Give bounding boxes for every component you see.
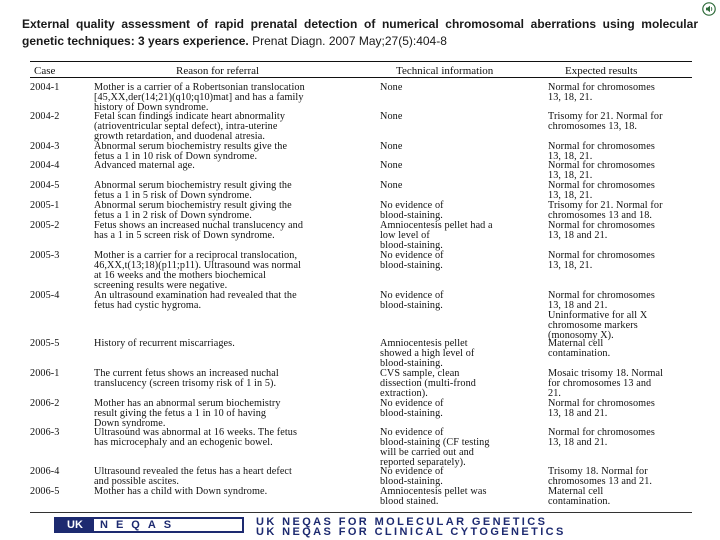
cell-reason: Ultrasound revealed the fetus has a heart defect and possible ascites.	[94, 466, 292, 487]
cell-case: 2006-3	[30, 427, 60, 438]
cell-tech: No evidence of blood-staining.	[380, 200, 444, 221]
cell-expected: Trisomy for 21. Normal for chromosomes 13, 18.	[548, 111, 663, 132]
col-header-case: Case	[34, 65, 56, 77]
speaker-icon[interactable]	[702, 2, 716, 16]
cell-expected: Trisomy 18. Normal for chromosomes 13 and 21.	[548, 466, 653, 487]
cell-tech: No evidence of blood-staining.	[380, 466, 444, 487]
paper-title	[22, 16, 698, 50]
cell-reason: History of recurrent miscarriages.	[94, 338, 235, 349]
cell-case: 2004-2	[30, 111, 60, 122]
table-image	[30, 61, 692, 513]
paper-title-bold: External quality assessment of rapid prenatal detection of numerical chromosomal aberrations using molecular genetic techniques: 3 years experience.	[22, 17, 698, 48]
cell-expected: Maternal cell contamination.	[548, 338, 611, 359]
cell-case: 2006-1	[30, 368, 60, 379]
cell-case: 2005-1	[30, 200, 60, 211]
cell-expected: Normal for chromosomes 13, 18 and 21.	[548, 427, 655, 448]
uk-neqas-logo	[54, 517, 244, 533]
cell-case: 2006-2	[30, 398, 60, 409]
org-line-molecular: UK NEQAS FOR MOLECULAR GENETICS	[256, 516, 548, 528]
cell-reason: Fetus shows an increased nuchal translucency and has a 1 in 5 screen risk of Down syndrome.	[94, 220, 304, 241]
cell-reason: Abnormal serum biochemistry result giving the fetus a 1 in 2 risk of Down syndrome.	[94, 200, 292, 221]
cell-expected: Normal for chromosomes 13, 18, 21.	[548, 141, 655, 162]
cell-reason: Ultrasound was abnormal at 16 weeks. The fetus has microcephaly and an echogenic bowel.	[94, 427, 298, 448]
cell-reason: Mother has an abnormal serum biochemistry result giving the fetus a 1 in 10 of having Down syndrome.	[94, 398, 281, 429]
cell-tech: No evidence of blood-staining (CF testing will be carried out and reported separately).	[380, 427, 490, 468]
cell-reason: Mother is a carrier for a reciprocal translocation, 46,XX,t(13;18)(p11;p11). Ultrasound was normal at 16 weeks and the mothers biochemical screening results were negative.	[94, 250, 301, 291]
cell-case: 2006-5	[30, 486, 60, 497]
col-header-reason: Reason for referral	[176, 65, 260, 77]
cell-reason: Mother is a carrier of a Robertsonian translocation [45,XX,der(14;21)(q10;q10)mat] and has a family history of Down syndrome.	[94, 82, 305, 113]
cell-tech: None	[380, 160, 403, 171]
cell-expected: Normal for chromosomes 13, 18, 21.	[548, 160, 655, 181]
logo-neqas: NEQAS	[100, 519, 180, 531]
cell-expected: Normal for chromosomes 13, 18 and 21.	[548, 398, 655, 419]
cell-case: 2005-5	[30, 338, 60, 349]
cell-reason: Mother has a child with Down syndrome.	[94, 486, 268, 497]
cell-case: 2004-5	[30, 180, 60, 191]
cell-tech: CVS sample, clean dissection (multi-frond extraction).	[380, 368, 476, 399]
table-header-rule	[30, 77, 692, 78]
cell-case: 2005-4	[30, 290, 60, 301]
cell-expected: Normal for chromosomes 13, 18, 21.	[548, 250, 655, 271]
footer-rule	[30, 512, 692, 513]
cell-reason: An ultrasound examination had revealed that the fetus had cystic hygroma.	[94, 290, 297, 311]
col-header-expected: Expected results	[565, 65, 638, 77]
cell-tech: No evidence of blood-staining.	[380, 250, 444, 271]
cell-expected: Normal for chromosomes 13, 18, 21.	[548, 180, 655, 201]
org-line-cytogenetics: UK NEQAS FOR CLINICAL CYTOGENETICS	[256, 526, 566, 538]
cell-tech: None	[380, 141, 403, 152]
cell-case: 2004-3	[30, 141, 60, 152]
cell-tech: Amniocentesis pellet had a low level of blood-staining.	[380, 220, 493, 251]
cell-reason: Fetal scan findings indicate heart abnormality (atrioventricular septal defect), intra-uterine growth retardation, and duodenal atresia.	[94, 111, 286, 142]
cell-expected: Trisomy for 21. Normal for chromosomes 13 and 18.	[548, 200, 663, 221]
cell-case: 2005-2	[30, 220, 60, 231]
cell-tech: None	[380, 111, 403, 122]
cell-reason: The current fetus shows an increased nuchal translucency (screen trisomy risk of 1 in 5).	[94, 368, 279, 389]
cell-tech: No evidence of blood-staining.	[380, 290, 444, 311]
table-top-rule	[30, 61, 692, 62]
col-header-technical: Technical information	[396, 65, 494, 77]
cell-reason: Abnormal serum biochemistry results give the fetus a 1 in 10 risk of Down syndrome.	[94, 141, 288, 162]
cell-expected: Normal for chromosomes 13, 18, 21.	[548, 82, 655, 103]
cell-expected: Normal for chromosomes 13, 18 and 21. Uninformative for all X chromosome markers (monosomy X).	[548, 290, 655, 341]
cell-reason: Abnormal serum biochemistry result giving the fetus a 1 in 5 risk of Down syndrome.	[94, 180, 292, 201]
cell-case: 2005-3	[30, 250, 60, 261]
cell-expected: Normal for chromosomes 13, 18 and 21.	[548, 220, 655, 241]
cell-expected: Mosaic trisomy 18. Normal for chromosomes 13 and 21.	[548, 368, 664, 399]
logo-uk: UK	[56, 519, 94, 531]
cell-case: 2004-4	[30, 160, 60, 171]
cell-case: 2006-4	[30, 466, 60, 477]
cell-tech: None	[380, 180, 403, 191]
cell-tech: No evidence of blood-staining.	[380, 398, 444, 419]
cell-reason: Advanced maternal age.	[94, 160, 195, 171]
cell-tech: Amniocentesis pellet showed a high level of blood-staining.	[380, 338, 475, 369]
cell-tech: Amniocentesis pellet was blood stained.	[380, 486, 487, 507]
cell-tech: None	[380, 82, 403, 93]
cell-expected: Maternal cell contamination.	[548, 486, 611, 507]
citation: Prenat Diagn. 2007 May;27(5):404-8	[248, 34, 447, 48]
cell-case: 2004-1	[30, 82, 60, 93]
